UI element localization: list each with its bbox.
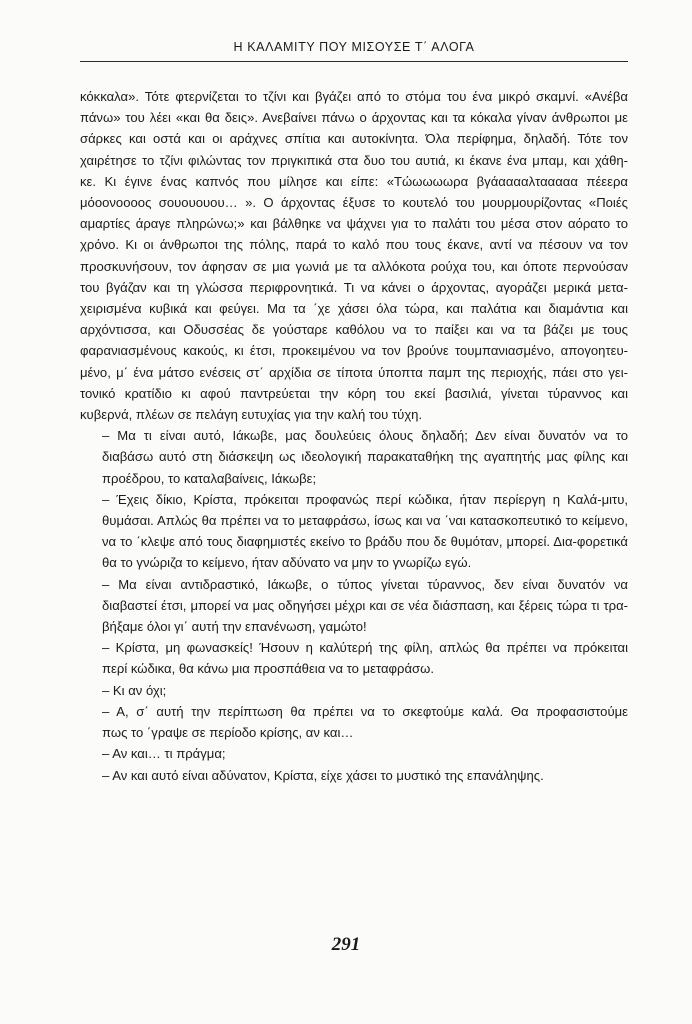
- header-rule: [80, 61, 628, 62]
- text-line: περί κώδικα, θα κάνω μια προσπάθεια να το μεταφράσω.: [102, 661, 434, 677]
- text-line: αρχόντισσα, και Οδυσσέας δε γούσταρε καθόλου να το παίξει και να τα βάζει με τους: [80, 322, 628, 338]
- text-line: θυμάσαι. Απλώς θα πρέπει να το μεταφράσω, ίσως και να ΄ναι κατασκοπευτικό το κείμενο,: [102, 513, 628, 529]
- text-line: σάρκες και οστά και οι αράχνες σπίτια και αυτοκίνητα. Όλα περίφημα, δηλαδή. Τότε τον: [80, 131, 628, 147]
- paragraph: [80, 637, 628, 679]
- text-line: χειρισμένα κυβικά και φεύγει. Μα τα ΄χε χάσει όλα τώρα, και παλάτια και διαμάντια και: [80, 301, 628, 317]
- paragraph: [80, 574, 628, 638]
- text-line: προέδρου, το καταλαβαίνεις, Ιάκωβε;: [102, 470, 317, 486]
- text-line: πως το ΄γραψε σε περίοδο κρίσης, αν και…: [102, 725, 354, 741]
- text-line: μένο, μ΄ ένα μάτσο ενέσεις στ΄ αρχίδια σε τίποτα ύποπτα παμπ της περιοχής, πάει στο γει-: [80, 364, 628, 380]
- text-line: προσκυνήσουν, τον άφησαν σε μια γωνιά με τα αλλόκοτα ρούχα του, και όποτε περνούσαν: [80, 258, 628, 274]
- text-line: κυβερνά, πλέων σε πελάγη ευτυχίας για την καλή του τύχη.: [80, 407, 423, 423]
- text-line: – Αν και αυτό είναι αδύνατον, Κρίστα, είχε χάσει το μυστικό της επανάληψης.: [102, 767, 544, 783]
- paragraph: [80, 86, 628, 425]
- paragraph: [80, 743, 628, 764]
- text-line: πάνω» του λέει «και θα δεις». Ανεβαίνει πάνω ο άρχοντας και τα κόκαλα γίναν άνθρωποι με: [80, 110, 628, 126]
- text-line: τονικό κρατίδιο κι αφού παντρεύεται την κόρη του εκεί βασιλιά, γίνεται τύραννος και: [80, 385, 628, 401]
- text-line: διαβαστεί έτσι, μπορεί να μας οδηγήσει μέχρι και σε νέα διάσπαση, και ξέρεις τώρα τι τρα-: [102, 597, 628, 613]
- text-line: – Έχεις δίκιο, Κρίστα, πρόκειται προφανώς περί κώδικα, ήταν περίεργη η Καλά-μιτυ,: [102, 491, 628, 507]
- text-line: – Α, σ΄ αυτή την περίπτωση θα πρέπει να το σκεφτούμε καλά. Θα προφασιστούμε: [102, 703, 628, 719]
- paragraph: [80, 701, 628, 743]
- text-line: – Κι αν όχι;: [102, 682, 167, 698]
- text-line: – Κρίστα, μη φωνασκείς! Ήσουν η καλύτερή της φίλη, απλώς θα πρέπει να πρόκειται: [102, 640, 628, 656]
- body-text: [80, 86, 628, 786]
- text-line: να το ΄κλεψε από τους διαφημιστές εκείνο το βράδυ που δε θυμόταν, μπορεί. Δια-φορετικά: [102, 534, 628, 550]
- paragraph: [80, 489, 628, 574]
- text-line: χαιρέτησε το τζίνι φιλώντας τον πριγκιπικά στα δυο του αυτιά, κι έκανε ένα μπαμ, και χάθη-: [80, 152, 628, 168]
- text-line: βήξαμε όλοι γι΄ αυτή την επανένωση, γαμώτο!: [102, 619, 367, 635]
- text-line: κε. Κι έγινε ένας καπνός που μίλησε και είπε: «Τώωωωωρα βγάααααλτααααα πέεερα: [80, 173, 628, 189]
- text-line: χρόνο. Κι οι άνθρωποι της πόλης, παρά το καλό που τους έκανε, αντί να πέσουν να τον: [80, 237, 628, 253]
- text-line: – Αν και… τι πράγμα;: [102, 746, 226, 762]
- text-line: διαβάσω αυτό στη διάσκεψη ως ιδεολογική παρακαταθήκη της αγαπητής μας φίλης και: [102, 449, 628, 465]
- text-line: – Μα είναι αντιδραστικό, Ιάκωβε, ο τύπος γίνεται τύραννος, δεν είναι δυνατόν να: [102, 576, 628, 592]
- paragraph: [80, 765, 628, 786]
- text-line: του βγάζαν και τη γλώσσα περιφρονητικά. Τι να κάνει ο άρχοντας, αγοράζει μερικά μετα-: [80, 279, 628, 295]
- text-line: – Μα τι είναι αυτό, Ιάκωβε, μας δουλεύεις όλους δηλαδή; Δεν είναι δυνατόν να το: [102, 428, 628, 444]
- text-line: αμαρτίες άραγε πληρώνω;» και βάλθηκε να ψάχνει για το παλάτι του μέσα στον αόρατο το: [80, 216, 628, 232]
- running-header-title: Η ΚΑΛΑΜΙΤΥ ΠΟΥ ΜΙΣΟΥΣΕ Τ΄ ΑΛΟΓΑ: [233, 40, 475, 54]
- text-line: μόοονοοοος σουουουου… ». Ο άρχοντας έξυσε το κουτελό του μουρμουρίζοντας «Ποιές: [80, 195, 628, 211]
- text-line: θα το γνώριζα το κείμενο, ήταν αδύνατο να μην το γνωρίζω εγώ.: [102, 555, 472, 571]
- paragraph: [80, 680, 628, 701]
- paragraph: [80, 425, 628, 489]
- page-number: 291: [331, 934, 361, 955]
- text-line: κόκκαλα». Τότε φτερνίζεται το τζίνι και βγάζει από το στόμα του ένα μικρό σκαμνί. «Ανέβα: [80, 89, 628, 104]
- text-line: φαρανιασμένους κακούς, κι έτσι, προκειμένου να τον βρούνε τουμπανιασμένο, απογοητευ-: [80, 343, 628, 359]
